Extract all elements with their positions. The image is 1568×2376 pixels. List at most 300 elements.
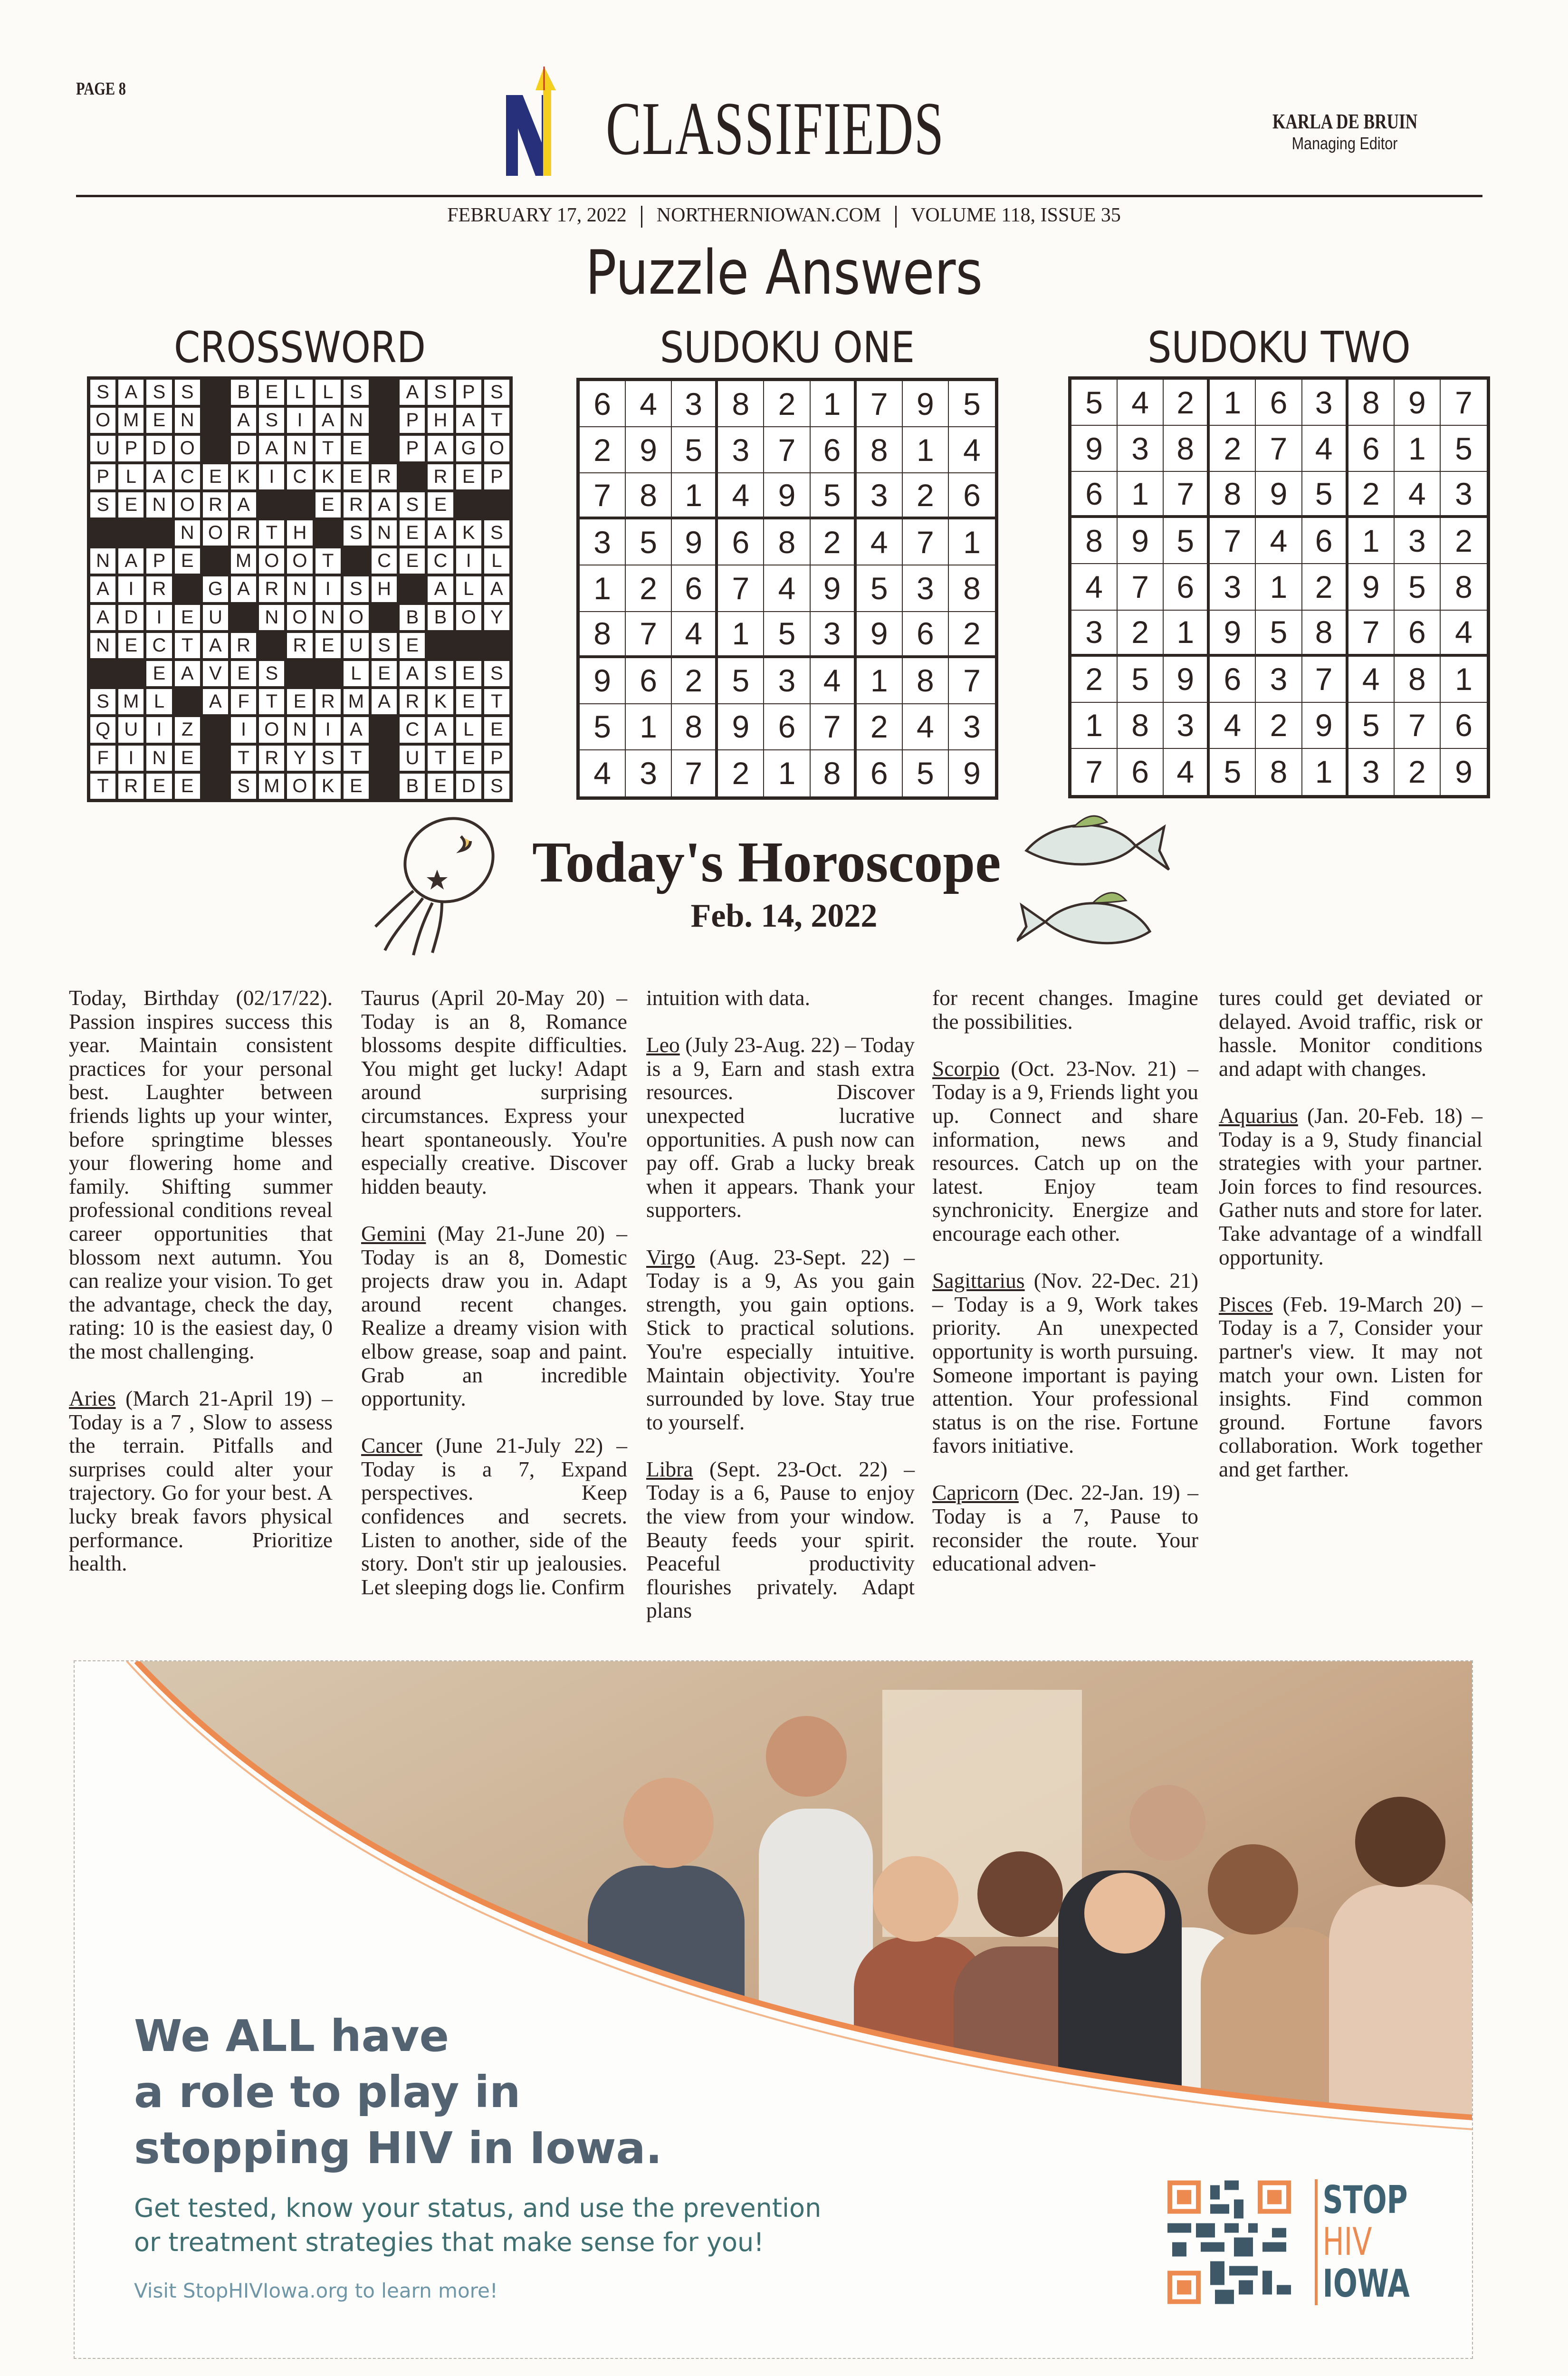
sudoku-cell: 2 — [718, 750, 764, 796]
crossword-cell: A — [90, 605, 115, 630]
crossword-cell: E — [203, 464, 228, 489]
crossword-cell: N — [287, 576, 312, 602]
sudoku-cell: 5 — [672, 427, 718, 473]
sudoku-one-grid — [576, 378, 998, 800]
crossword-cell: D — [146, 436, 172, 461]
crossword-cell: E — [428, 492, 453, 517]
horoscope-title: Today's Horoscope — [532, 830, 1001, 894]
horoscope-entry — [932, 1269, 1198, 1457]
crossword-title: CROSSWORD — [174, 323, 426, 373]
crossword-cell: E — [456, 689, 481, 714]
horoscope-text: (Jan. 20-Feb. 18) –Today is a 9, Study financial strategies with your partner. Join forces to find resources. Gather nuts and store for later. Take advantage of a windfall opportunity. — [1219, 1103, 1482, 1269]
sudoku-cell: 1 — [1348, 518, 1395, 564]
crossword-cell: E — [175, 774, 200, 799]
sudoku-cell: 5 — [1441, 426, 1487, 472]
sudoku-cell: 6 — [764, 704, 810, 750]
crossword-cell: G — [456, 436, 481, 461]
horoscope-entry — [1219, 1293, 1482, 1481]
sudoku-cell: 5 — [1164, 518, 1210, 564]
sudoku-cell: 7 — [1118, 564, 1164, 610]
sudoku-cell: 2 — [1164, 380, 1210, 426]
crossword-black-cell — [145, 519, 173, 547]
crossword-cell: R — [400, 689, 425, 714]
sudoku-cell: 4 — [1071, 564, 1118, 610]
sudoku-cell: 2 — [1210, 426, 1256, 472]
crossword-cell: R — [146, 576, 172, 602]
crossword-cell: M — [118, 689, 143, 714]
sudoku-cell: 7 — [1210, 518, 1256, 564]
horoscope-column-3 — [646, 986, 915, 1622]
crossword-cell: S — [231, 774, 256, 799]
sudoku-cell: 6 — [1164, 564, 1210, 610]
crossword-cell: C — [175, 464, 200, 489]
crossword-cell: E — [287, 689, 312, 714]
sudoku-cell: 3 — [1348, 749, 1395, 795]
horoscope-date: Feb. 14, 2022 — [690, 898, 878, 934]
crossword-cell: M — [259, 774, 284, 799]
sudoku-cell: 3 — [1302, 380, 1348, 426]
sudoku-cell: 8 — [764, 519, 810, 565]
crossword-cell: N — [90, 548, 115, 574]
sudoku-cell: 9 — [1348, 564, 1395, 610]
crossword-cell: E — [175, 548, 200, 574]
crossword-black-cell — [370, 772, 398, 800]
crossword-cell: T — [316, 436, 341, 461]
horoscope-text: (May 21-June 20) – Today is an 8, Domestic projects draw you in. Adapt around recent changes. Realize a dreamy vision with elbow grease, soap and paint. Grab an incredible opportunity. — [361, 1221, 627, 1411]
crossword-black-cell — [455, 632, 483, 660]
sudoku-cell: 5 — [1071, 380, 1118, 426]
crossword-cell: M — [118, 408, 143, 433]
crossword-cell: R — [203, 492, 228, 517]
logo-line: IOWA — [1322, 2261, 1410, 2306]
horoscope-text: Taurus (April 20-May 20) – Today is an 8, Romance blossoms despite difficulties. You might get lucky! Adapt around surprising circumstances. Express your heart spontaneously. You're especially creative. Discover hidden beauty. — [361, 986, 627, 1198]
crossword-black-cell — [455, 491, 483, 519]
sudoku-cell: 5 — [811, 473, 857, 519]
crossword-cell: E — [118, 492, 143, 517]
horoscope-text: (Sept. 23-Oct. 22) – Today is a 6, Pause to enjoy the view from your window. Beauty feeds your spirit. Peaceful productivity flourishes privately. Adapt plans — [646, 1456, 915, 1623]
sudoku-cell: 8 — [1164, 426, 1210, 472]
stop-hiv-iowa-ad[interactable] — [74, 1660, 1473, 2359]
sudoku-cell: 2 — [580, 427, 626, 473]
horoscope-entry — [646, 986, 915, 1010]
header-rule — [76, 195, 1482, 197]
sudoku-cell: 8 — [1210, 472, 1256, 518]
crossword-cell: P — [118, 436, 143, 461]
sudoku-cell: 9 — [764, 473, 810, 519]
horoscope-entry — [1219, 986, 1482, 1080]
sudoku-cell: 1 — [1302, 749, 1348, 795]
crossword-cell: O — [90, 408, 115, 433]
pisces-icon — [1017, 808, 1174, 960]
crossword-cell: N — [259, 605, 284, 630]
sudoku-cell: 3 — [903, 565, 949, 612]
crossword-cell: A — [344, 717, 369, 742]
sudoku-cell: 3 — [764, 658, 810, 704]
sudoku-cell: 9 — [1118, 518, 1164, 564]
sudoku-cell: 5 — [857, 565, 903, 612]
sudoku-cell: 7 — [718, 565, 764, 612]
sudoku-cell: 3 — [1210, 564, 1256, 610]
horoscope-text: (Dec. 22-Jan. 19) – Today is a 7, Pause to reconsider the route. Your educational adven- — [932, 1480, 1198, 1576]
sudoku-cell: 6 — [1395, 611, 1441, 657]
sudoku-cell: 7 — [1395, 703, 1441, 749]
sudoku-cell: 5 — [764, 612, 810, 658]
crossword-cell: K — [231, 464, 256, 489]
crossword-black-cell — [201, 434, 229, 462]
crossword-cell: O — [287, 548, 312, 574]
crossword-cell: N — [287, 436, 312, 461]
horoscope-entry — [361, 1434, 627, 1599]
ad-subtext — [134, 2191, 821, 2260]
sudoku-two-grid — [1068, 376, 1490, 798]
stop-hiv-iowa-logo — [1315, 2179, 1410, 2305]
sudoku-cell: 4 — [580, 750, 626, 796]
zodiac-sign: Libra — [646, 1456, 693, 1481]
sudoku-cell: 4 — [1210, 703, 1256, 749]
crossword-cell: Y — [287, 746, 312, 771]
sudoku-cell: 5 — [1395, 564, 1441, 610]
crossword-cell: S — [484, 520, 509, 546]
crossword-cell: U — [90, 436, 115, 461]
crossword-cell: T — [259, 520, 284, 546]
sudoku-cell: 5 — [1118, 657, 1164, 703]
crossword-cell: R — [428, 464, 453, 489]
crossword-cell: I — [231, 717, 256, 742]
sudoku-cell: 8 — [1441, 564, 1487, 610]
qr-code-icon[interactable] — [1167, 2179, 1291, 2305]
logo-line: HIV — [1322, 2220, 1372, 2264]
crossword-cell: T — [231, 746, 256, 771]
crossword-black-cell — [426, 632, 454, 660]
sudoku-cell: 1 — [1118, 472, 1164, 518]
crossword-black-cell — [89, 519, 117, 547]
crossword-cell: I — [287, 408, 312, 433]
crossword-cell: L — [456, 576, 481, 602]
ad-visit-link[interactable]: Visit StopHIVIowa.org to learn more! — [134, 2279, 498, 2303]
crossword-cell: S — [175, 380, 200, 405]
crossword-cell: A — [484, 576, 509, 602]
sudoku-cell: 2 — [1118, 611, 1164, 657]
crossword-black-cell — [398, 575, 426, 603]
sudoku-cell: 6 — [1256, 380, 1302, 426]
crossword-cell: I — [146, 605, 172, 630]
crossword-cell: E — [344, 436, 369, 461]
crossword-cell: S — [344, 520, 369, 546]
sudoku-cell: 8 — [1302, 611, 1348, 657]
crossword-cell: O — [456, 605, 481, 630]
crossword-cell: K — [316, 774, 341, 799]
ad-headline-line: a role to play in — [134, 2067, 521, 2118]
sudoku-cell: 6 — [718, 519, 764, 565]
website-link[interactable]: NORTHERNIOWAN.COM — [656, 204, 881, 226]
crossword-cell: A — [90, 576, 115, 602]
sudoku-cell: 7 — [857, 381, 903, 427]
sudoku-cell: 4 — [718, 473, 764, 519]
crossword-cell: T — [428, 746, 453, 771]
crossword-cell: M — [231, 548, 256, 574]
crossword-black-cell — [398, 463, 426, 491]
crossword-cell: S — [146, 380, 172, 405]
crossword-cell: A — [316, 408, 341, 433]
sudoku-cell: 3 — [1441, 472, 1487, 518]
crossword-cell: E — [400, 633, 425, 658]
horoscope-text: (July 23-Aug. 22) – Today is a 9, Earn and stash extra resources. Discover unexpected lucrative opportunities. A push now can pay off. Grab a lucky break when it appears. Thank your supporters. — [646, 1033, 915, 1222]
sudoku-cell: 6 — [903, 612, 949, 658]
crossword-cell: I — [259, 464, 284, 489]
sudoku-cell: 5 — [903, 750, 949, 796]
sudoku-cell: 6 — [1118, 749, 1164, 795]
zodiac-sign: Gemini — [361, 1221, 426, 1245]
sudoku-cell: 1 — [1256, 564, 1302, 610]
crossword-cell: N — [146, 746, 172, 771]
crossword-cell: H — [287, 520, 312, 546]
sudoku-cell: 7 — [764, 427, 810, 473]
horoscope-entry — [361, 986, 627, 1198]
crossword-cell: P — [484, 746, 509, 771]
sudoku-cell: 4 — [1256, 518, 1302, 564]
crossword-cell: D — [231, 436, 256, 461]
page-number: PAGE 8 — [76, 79, 126, 99]
sudoku-cell: 5 — [626, 519, 672, 565]
crossword-cell: N — [175, 408, 200, 433]
crossword-cell: C — [146, 633, 172, 658]
horoscope-entry — [932, 1057, 1198, 1245]
crossword-cell: R — [287, 633, 312, 658]
crossword-cell: S — [428, 661, 453, 686]
horoscope-text: (Aug. 23-Sept. 22) – Today is a 9, As you gain strength, you gain options. Stick to practical solutions. You're especially intuitive. Maintain objectivity. You're surrounded by love. Stay true to yourself. — [646, 1245, 915, 1434]
sudoku-cell: 1 — [580, 565, 626, 612]
crossword-cell: T — [175, 633, 200, 658]
sudoku-cell: 8 — [1118, 703, 1164, 749]
sudoku-cell: 9 — [1164, 657, 1210, 703]
crossword-cell: S — [372, 633, 397, 658]
sudoku-cell: 3 — [1256, 657, 1302, 703]
crossword-cell: P — [456, 380, 481, 405]
crossword-cell: P — [146, 548, 172, 574]
sudoku-cell: 8 — [1071, 518, 1118, 564]
crossword-black-cell — [370, 378, 398, 406]
sudoku-cell: 8 — [949, 565, 995, 612]
crossword-cell: K — [428, 689, 453, 714]
crossword-cell: T — [344, 746, 369, 771]
sudoku-cell: 8 — [1348, 380, 1395, 426]
sudoku-cell: 9 — [672, 519, 718, 565]
sudoku-cell: 6 — [811, 427, 857, 473]
crossword-cell: S — [316, 746, 341, 771]
sudoku-cell: 1 — [1395, 426, 1441, 472]
crossword-cell: E — [259, 380, 284, 405]
crossword-cell: I — [118, 746, 143, 771]
crossword-cell: B — [428, 605, 453, 630]
sudoku-cell: 7 — [811, 704, 857, 750]
crossword-cell: A — [175, 661, 200, 686]
crossword-cell: A — [372, 492, 397, 517]
sudoku-cell: 9 — [1210, 611, 1256, 657]
sudoku-cell: 4 — [764, 565, 810, 612]
crossword-cell: A — [259, 436, 284, 461]
crossword-cell: T — [484, 408, 509, 433]
crossword-cell: S — [90, 380, 115, 405]
crossword-cell: E — [118, 633, 143, 658]
sudoku-cell: 2 — [903, 473, 949, 519]
crossword-black-cell — [483, 491, 511, 519]
crossword-cell: B — [400, 605, 425, 630]
sudoku-cell: 9 — [857, 612, 903, 658]
crossword-cell: O — [344, 605, 369, 630]
sudoku-cell: 5 — [1348, 703, 1395, 749]
crossword-cell: L — [456, 717, 481, 742]
sudoku-cell: 4 — [903, 704, 949, 750]
crossword-cell: T — [484, 689, 509, 714]
crossword-cell: E — [231, 661, 256, 686]
horoscope-entry — [361, 1222, 627, 1410]
horoscope-column-4 — [932, 986, 1198, 1575]
crossword-cell: S — [90, 492, 115, 517]
sudoku-cell: 9 — [1256, 472, 1302, 518]
crossword-cell: S — [428, 380, 453, 405]
zodiac-sign: Scorpio — [932, 1056, 1000, 1081]
crossword-cell: N — [287, 717, 312, 742]
zodiac-sign: Leo — [646, 1033, 680, 1057]
sudoku-cell: 7 — [1164, 472, 1210, 518]
horoscope-column-1 — [69, 986, 333, 1575]
crossword-cell: N — [316, 605, 341, 630]
sudoku-cell: 5 — [1210, 749, 1256, 795]
crossword-black-cell — [229, 604, 258, 632]
horoscope-text: (Feb. 19-March 20) –Today is a 7, Consider your partner's view. It may not match your own. Listen for insights. Find common ground. Fortune favors collaboration. Work together and get farther. — [1219, 1292, 1482, 1481]
editor-credit — [1254, 109, 1435, 153]
horoscope-entry — [646, 1457, 915, 1622]
crossword-cell: F — [90, 746, 115, 771]
crossword-grid — [87, 376, 513, 802]
sudoku-cell: 4 — [1302, 426, 1348, 472]
sudoku-cell: 2 — [949, 612, 995, 658]
sudoku-cell: 2 — [857, 704, 903, 750]
sudoku-cell: 9 — [580, 658, 626, 704]
crossword-black-cell — [483, 632, 511, 660]
sudoku-cell: 4 — [857, 519, 903, 565]
crossword-black-cell — [201, 406, 229, 434]
crossword-cell: T — [316, 548, 341, 574]
horoscope-text: Today, Birthday (02/17/22). Passion inspires success this year. Maintain consistent practices for your personal best. Laughter between friends lights up your winter, before springtime blesses your flowering home and family. Shifting summer professional conditions reveal career opportunities that blossom next autumn. You can realize your vision. To get the advantage, check the day, rating: 10 is the easiest day, 0 the most challenging. — [69, 986, 333, 1363]
crossword-cell: L — [316, 380, 341, 405]
crossword-cell: A — [428, 520, 453, 546]
crossword-cell: H — [372, 576, 397, 602]
crossword-cell: E — [372, 661, 397, 686]
crossword-cell: S — [484, 661, 509, 686]
sudoku-cell: 4 — [1395, 472, 1441, 518]
crossword-black-cell — [201, 772, 229, 800]
sudoku-cell: 3 — [672, 381, 718, 427]
sudoku-cell: 7 — [1302, 657, 1348, 703]
horoscope-entry — [1219, 1104, 1482, 1269]
crossword-cell: I — [316, 717, 341, 742]
ad-headline-line: We ALL have — [134, 2011, 449, 2062]
horoscope-entry — [646, 1245, 915, 1434]
section-masthead: CLASSIFIEDS — [606, 86, 945, 171]
sudoku-cell: 8 — [626, 473, 672, 519]
crossword-cell: I — [118, 576, 143, 602]
sudoku-cell: 8 — [718, 381, 764, 427]
crossword-cell: E — [428, 774, 453, 799]
sudoku-cell: 9 — [1395, 380, 1441, 426]
sudoku-cell: 2 — [1348, 472, 1395, 518]
horoscope-text: (Nov. 22-Dec. 21) – Today is a 9, Work takes priority. An unexpected opportunity is worth pursuing. Someone important is paying attention. Your professional status is on the rise. Fortune favors initiative. — [932, 1268, 1198, 1458]
sudoku-cell: 2 — [1302, 564, 1348, 610]
crossword-cell: O — [175, 492, 200, 517]
sudoku-cell: 9 — [718, 704, 764, 750]
sudoku-cell: 2 — [1395, 749, 1441, 795]
horoscope-text: intuition with data. — [646, 986, 811, 1010]
horoscope-column-5 — [1219, 986, 1482, 1481]
horoscope-text: (June 21-July 22) – Today is a 7, Expand perspectives. Keep confidences and secrets. Listen to another, side of the story. Don't stir up jealousies. Let sleeping dogs lie. Confirm — [361, 1433, 627, 1599]
horoscope-entry — [646, 1033, 915, 1222]
sudoku-cell: 7 — [1441, 380, 1487, 426]
crossword-cell: R — [259, 746, 284, 771]
sudoku-one-title: SUDOKU ONE — [660, 323, 915, 373]
crossword-cell: N — [146, 492, 172, 517]
crossword-cell: Q — [90, 717, 115, 742]
sudoku-cell: 7 — [672, 750, 718, 796]
crossword-black-cell — [370, 434, 398, 462]
crossword-cell: A — [231, 492, 256, 517]
lower-section — [0, 986, 1568, 2359]
sudoku-cell: 9 — [1302, 703, 1348, 749]
sudoku-cell: 8 — [580, 612, 626, 658]
crossword-cell: A — [456, 408, 481, 433]
crossword-black-cell — [89, 660, 117, 688]
horoscope-text: tures could get deviated or delayed. Avoid traffic, risk or hassle. Monitor conditions and adapt with changes. — [1219, 986, 1482, 1081]
divider — [641, 206, 642, 228]
crossword-cell: E — [344, 464, 369, 489]
sudoku-cell: 4 — [1164, 749, 1210, 795]
crossword-cell: E — [456, 746, 481, 771]
crossword-cell: O — [287, 774, 312, 799]
crossword-black-cell — [314, 660, 342, 688]
crossword-cell: A — [118, 380, 143, 405]
sudoku-cell: 8 — [1395, 657, 1441, 703]
crossword-cell: N — [344, 408, 369, 433]
crossword-cell: R — [118, 774, 143, 799]
crossword-cell: B — [231, 380, 256, 405]
sudoku-cell: 1 — [1164, 611, 1210, 657]
crossword-cell: U — [203, 605, 228, 630]
sudoku-cell: 3 — [1118, 426, 1164, 472]
crossword-cell: Z — [175, 717, 200, 742]
sudoku-cell: 2 — [1071, 657, 1118, 703]
sudoku-cell: 3 — [857, 473, 903, 519]
crossword-black-cell — [370, 406, 398, 434]
crossword-cell: O — [203, 520, 228, 546]
sudoku-cell: 8 — [903, 658, 949, 704]
horoscope-text: (Oct. 23-Nov. 21) –Today is a 9, Friends light you up. Connect and share information, news and resources. Catch up on the latest. Enjoy team synchronicity. Energize and encourage each other. — [932, 1056, 1198, 1245]
horoscope-columns — [0, 986, 1568, 1622]
sudoku-cell: 3 — [718, 427, 764, 473]
crossword-cell: S — [484, 774, 509, 799]
editor-name: KARLA DE BRUIN — [1272, 110, 1418, 133]
crossword-cell: C — [400, 717, 425, 742]
crossword-cell: E — [316, 492, 341, 517]
sudoku-cell: 5 — [1256, 611, 1302, 657]
sudoku-cell: 3 — [1395, 518, 1441, 564]
sudoku-cell: 2 — [1441, 518, 1487, 564]
horoscope-entry — [69, 986, 333, 1363]
sudoku-cell: 8 — [811, 750, 857, 796]
crossword-black-cell — [370, 744, 398, 772]
ad-headline-line: stopping HIV in Iowa. — [134, 2123, 662, 2174]
sudoku-two-title: SUDOKU TWO — [1147, 323, 1411, 373]
zodiac-sign: Sagittarius — [932, 1268, 1025, 1293]
